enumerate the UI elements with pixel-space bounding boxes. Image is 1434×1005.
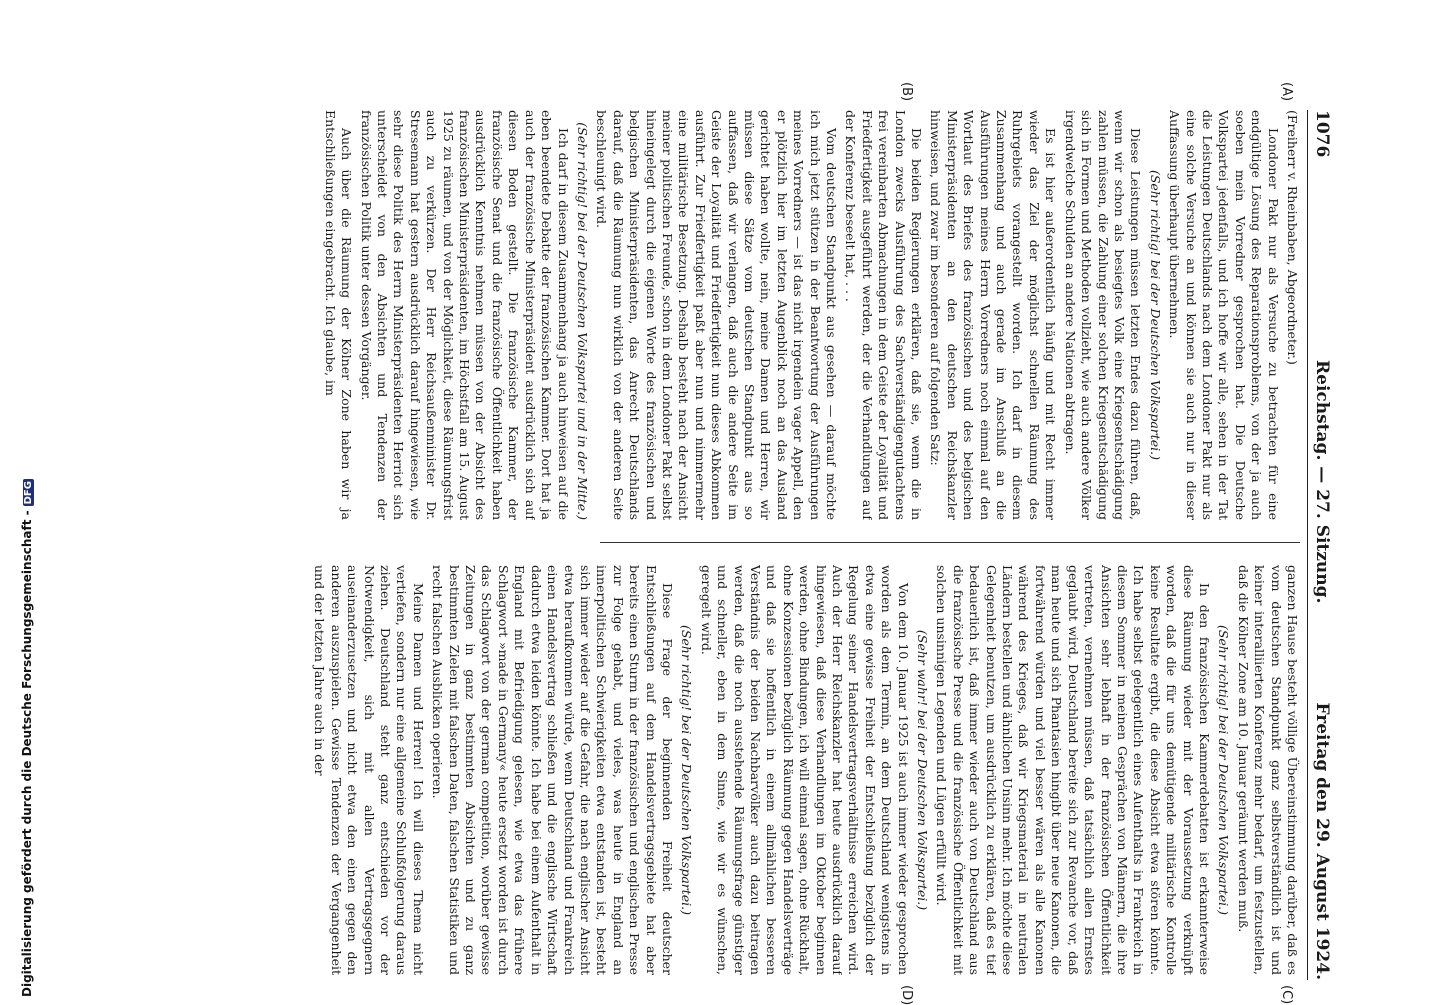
paragraph: Auch über die Räumung der Kölner Zone haben wir ja Entschließungen eingebracht. Ich glaube, im	[322, 110, 355, 520]
page-header	[1307, 110, 1334, 980]
rotated-page-sheet	[114, 82, 1334, 1005]
interjection: (Sehr richtig! bei der Deutschen Volkspartei.)	[679, 624, 695, 916]
digitization-credit	[2, 12, 34, 997]
interjection: (Sehr richtig! bei der Deutschen Volkspartei.)	[1147, 169, 1163, 461]
left-text-column	[114, 110, 1300, 520]
paragraph: Vom deutschen Standpunkt aus gesehen — darauf möchte ich mich jetzt stützen in der Beantwortung der Ausführungen meines Vorredners — ist das nicht irgendein vager Appell, den er plötzlich hier im letzten Augenblick noch an das Ausland gerichtet haben wollte, nein, meine Damen und Herren, wir müssen diese Sätze vom deutschen Standpunkt aus so auffassen, daß wir verlangen, daß auch die andere Seite im Geiste der Loyalität und Friedfertigkeit nun dieses Abkommen ausführt. Zur Friedfertigkeit paßt aber nun und nimmermehr eine militärische Besetzung. Deshalb besteht nach der Ansicht meiner politischen Freunde, schon in dem Londoner Pakt selbst hineingelegt durch die eigenen Worte des französischen und belgischen Ministerpräsidenten, das Anrecht Deutschlands darauf, daß die Räumung nun wirklich von der anderen Seite beschleunigt wird.	[594, 110, 840, 520]
paragraph: Ich darf in diesem Zusammenhang ja auch hinweisen auf die eben beendete Debatte der französischen Kammer. Dort hat ja auch der französische Ministerpräsident ausdrücklich sich auf diesen Boden gestellt. Die französische Kammer, der französische Senat und die französische Öffentlichkeit haben ausdrücklich Kenntnis nehmen müssen von der Absicht des französischen Ministerpräsidenten, im Höchstfall am 15. August 1925 zu räumen, und von der Möglichkeit, diese Räumungsfrist auch zu verkürzen. Der Herr Reichsaußenminister Dr. Stresemann hat gestern ausdrücklich darauf hingewiesen, wie sehr diese Politik des Herrn Ministerpräsidenten Herriot sich unterscheidet von den Absichten und Tendenzen der französischen Politik unter dessen Vorgänger.	[358, 110, 571, 520]
margin-marker-c: (C)	[1279, 985, 1294, 1005]
session-date: Freitag den 29. August 1924.	[1312, 702, 1332, 980]
interjection: (Sehr richtig! bei der Deutschen Volkspartei.)	[1216, 624, 1232, 916]
paragraph: Diese Frage der beginnenden Freiheit deutscher Entschließungen auf dem Handelsvertragsgebiete hat aber bereits einen Sturm in der französischen und englischen Presse zur Folge gehabt, und vieles, was heute in England an innerpolitischen Schwierigkeiten etwa entstanden ist, besteht sich immer wieder auf die Gefahr, die nach englischer Ansicht etwa heraufkommen würde, wenn Deutschland und Frankreich einen Handelsvertrag schließen und die englische Wirtschaft dadurch etwa leiden könnte. Ich habe bei einem Aufenthalt in England mit Befriedigung gelesen, wie etwa das frühere Schlagwort »made in Germany« heute ersetzt worden ist durch das Schlagwort von der german competition, worüber gewisse Zeitungen in ganz bestimmten Absichten und zu ganz bestimmten Zielen mit falschen Daten, falschen Statistiken und recht falschen Ausblicken operieren.	[430, 565, 675, 975]
right-text-column	[114, 565, 1300, 975]
paragraph: Von dem 10. Januar 1925 ist auch immer wieder gesprochen worden als dem Termin, an dem Deutschland wenigstens in etwa eine gewisse Freiheit der Entschließung bezüglich der Regelung seiner Handelsvertragsverhältnisse erreichen wird. Auch der Herr Reichskanzler hat heute ausdrücklich darauf hingewiesen, daß diese Verhandlungen im Oktober beginnen werden, ohne Bindungen, ich will einmal sagen, ohne Rückhalt, ohne Konzessionen bezüglich Räumung gegen Handelsverträge und daß sie hoffentlich in einem allmählichen besseren Verständnis der beiden Nachbarvölker auch dazu beitragen werden, daß die noch ausstehende Räumungsfrage günstiger und schneller, eben in dem Sinne, wie wir es wünschen, geregelt wird.	[698, 565, 911, 975]
margin-marker-d: (D)	[899, 985, 914, 1005]
margin-marker-b: (B)	[899, 82, 914, 102]
session-title: Reichstag. — 27. Sitzung.	[1312, 360, 1332, 604]
column-divider	[600, 542, 1300, 543]
dfg-logo: DFG	[23, 481, 34, 505]
paragraph: Meine Damen und Herren! Ich will dieses Thema nicht vertiefen, sondern nur eine allgemeine Schlußfolgerung daraus ziehen. Deutschland steht ganz entschieden vor der Notwendigkeit, sich mit allen Vertragsgegnern auseinanderzusetzen und nicht etwa den einen gegen den anderen auszuspielen. Gewisse Tendenzen der Vergangenheit und der letzten Jahre auch in der	[312, 565, 426, 975]
interjection: (Sehr wahr! bei der Deutschen Volkspartei.)	[915, 629, 931, 911]
page-number: 1076	[1312, 110, 1332, 158]
paragraph: Londoner Pakt nur als Versuche zu betrachten für eine endgültige Lösung des Reparationsproblems, von der ja auch soeben mein Vorredner gesprochen hat. Die Deutsche Volkspartei jedenfalls, und ich hoffe wir alle, sehen in der Tat die Leistungen Deutschlands nach dem Londoner Pakt nur als eine solche Versuche an und können sie auch nur in dieser Auffassung überhaupt übernehmen.	[1167, 110, 1281, 520]
credit-text: Digitalisierung gefördert durch die Deutsche Forschungsgemeinschaft -	[20, 510, 34, 997]
paragraph: Diese Leistungen müssen letzten Endes dazu führen, daß, wenn wir schon als besiegtes Volk eine Kriegsentschädigung zahlen müssen, die Zahlung einer solchen Kriegsentschädigung sich in Formen und Methoden vollzieht, wie auch andere Völker irgendwelche Schulden an andere Nationen abtragen.	[1062, 110, 1144, 520]
paragraph: In den französischen Kammerdebatten ist erkannterweise diese Räumung wieder mit der Voraussetzung verknüpft worden, daß die für uns demütigende militärische Kontrolle keine Resultate ergibt, die diese Absicht etwa stören könnte. Ich habe selbst gelegentlich eines Aufenthalts in Frankreich in diesem Sommer in meinen Gesprächen von Männern, die ihre Ansichten sehr lebhaft in der französischen Öffentlichkeit vertreten, vernehmen müssen, daß tatsächlich allen Ernstes geglaubt wird, Deutschland bereite sich zur Revanche vor, daß man heute und sich Phantasien hingibt über neue Kanonen, die fortwährend würden und viel besser wären als alle Kanonen während des Krieges, daß wir Kriegsmaterial in neutralen Ländern bestellen und ähnlichen Unsinn mehr. Ich möchte diese Gelegenheit benutzen, um ausdrücklich zu erklären, daß es tief bedauerlich ist, daß immer wieder auch von Deutschland aus die französische Presse und die französische Öffentlichkeit mit solchen unsinnigen Legenden und Lügen erfüllt wird.	[934, 565, 1212, 975]
margin-marker-a: (A)	[1279, 82, 1294, 102]
speaker-label: (Freiherr v. Rheinbaben, Abgeordneter.)	[1285, 110, 1300, 365]
paragraph: Die beiden Regierungen erklären, daß sie, wenn die in London zwecks Ausführung des Sachverständigengutachtens frei vereinbarten Abmachungen in dem Geiste der Loyalität und Friedfertigkeit ausgeführt werden, der die Verhandlungen auf der Konferenz beseelt hat, . . .	[843, 110, 925, 520]
paragraph: ganzen Hause besteht völlige Übereinstimmung darüber, daß es vom deutschen Standpunkt ganz selbstverständlich ist und keiner interalliierten Konferenz mehr bedarf, um festzustellen, daß die Kölner Zone am 10. Januar geräumt werden muß.	[1235, 565, 1300, 975]
paragraph: Es ist hier außerordentlich häufig und mit Recht immer wieder das Ziel der möglichst schnellen Räumung des Ruhrgebiets vorangestellt worden. Ich darf in diesem Zusammenhang und auch gerade im Anschluß an die Ausführungen meines Herrn Vorredners noch einmal auf den Wortlaut des Briefes des französischen und des belgischen Ministerpräsidenten an den deutschen Reichskanzler hinweisen, und zwar im besonderen auf folgenden Satz:	[928, 110, 1059, 520]
interjection: (Sehr richtig! bei der Deutschen Volkspartei und in der Mitte.)	[574, 122, 590, 520]
